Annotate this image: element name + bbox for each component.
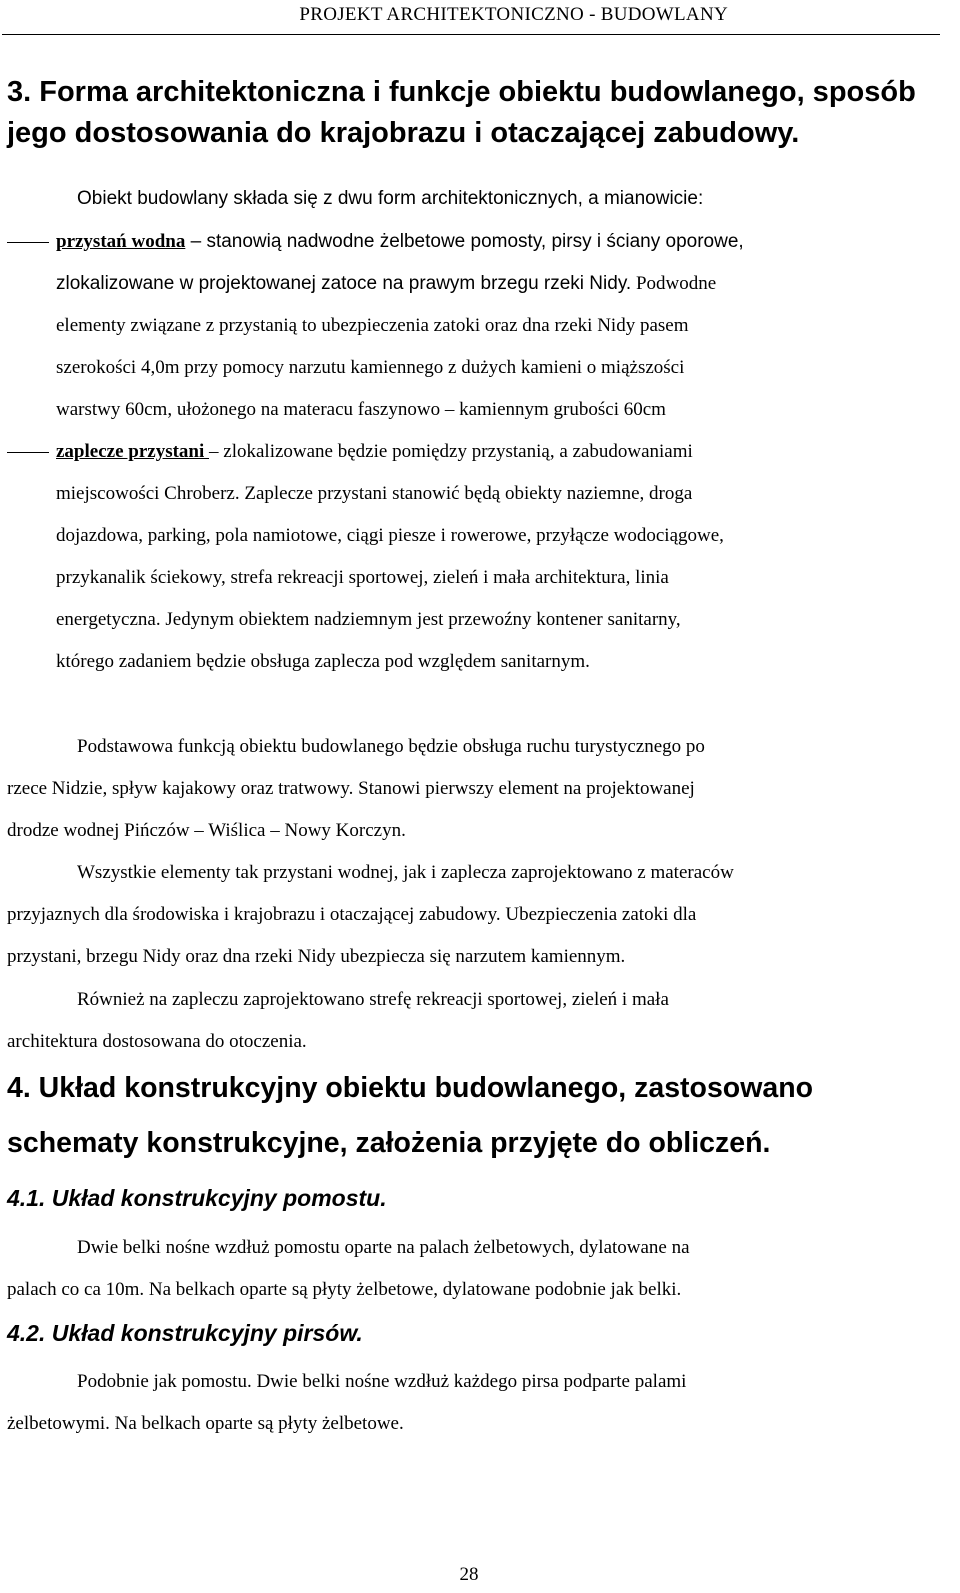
list-item-line: dojazdowa, parking, pola namiotowe, ciągi piesze i rowerowe, przyłącze wodociągowe,	[56, 525, 724, 546]
paragraph-line: przystani, brzegu Nidy oraz dna rzeki Nidy ubezpiecza się narzutem kamiennym.	[7, 946, 626, 967]
subsection-4-2-heading: 4.2. Układ konstrukcyjny pirsów.	[7, 1320, 363, 1346]
paragraph-line: Podobnie jak pomostu. Dwie belki nośne wzdłuż każdego pirsa podparte palami	[77, 1371, 687, 1392]
paragraph-line: rzece Nidzie, spływ kajakowy oraz tratwowy. Stanowi pierwszy element na projektowanej	[7, 778, 695, 799]
list-item-line: którego zadaniem będzie obsługa zaplecza pod względem sanitarnym.	[56, 651, 590, 672]
list-item-przystan	[56, 230, 744, 254]
paragraph-line: Wszystkie elementy tak przystani wodnej, jak i zaplecza zaprojektowano z materaców	[77, 862, 734, 883]
list-item-text: Podwodne	[631, 273, 717, 294]
page-number: 28	[459, 1564, 479, 1585]
paragraph-line: Dwie belki nośne wzdłuż pomostu oparte na palach żelbetowych, dylatowane na	[77, 1237, 690, 1258]
paragraph-line: Również na zapleczu zaprojektowano strefę rekreacji sportowej, zieleń i mała	[77, 989, 669, 1010]
list-item-text: – stanowią nadwodne żelbetowe pomosty, pirsy i ściany oporowe,	[185, 231, 744, 252]
list-item-line: warstwy 60cm, ułożonego na materacu faszynowo – kamiennym grubości 60cm	[56, 399, 666, 420]
subsection-4-1-heading: 4.1. Układ konstrukcyjny pomostu.	[7, 1185, 387, 1211]
list-item-line: miejscowości Chroberz. Zaplecze przystani stanowić będą obiekty naziemne, droga	[56, 483, 693, 504]
header-title: PROJEKT ARCHITEKTONICZNO - BUDOWLANY	[299, 4, 728, 25]
list-item-line	[56, 272, 716, 296]
list-item-line: szerokości 4,0m przy pomocy narzutu kamiennego z dużych kamieni o miąższości	[56, 357, 685, 378]
paragraph-line: żelbetowymi. Na belkach oparte są płyty żelbetowe.	[7, 1413, 404, 1434]
header-rule	[2, 34, 940, 35]
paragraph-line: drodze wodnej Pińczów – Wiślica – Nowy Korczyn.	[7, 820, 406, 841]
paragraph-line: architektura dostosowana do otoczenia.	[7, 1031, 307, 1052]
list-dash	[7, 242, 49, 243]
list-item-line: przykanalik ściekowy, strefa rekreacji sportowej, zieleń i mała architektura, linia	[56, 567, 669, 588]
section-3-intro: Obiekt budowlany składa się z dwu form architektonicznych, a mianowicie:	[77, 188, 704, 209]
paragraph-line: palach co ca 10m. Na belkach oparte są płyty żelbetowe, dylatowane podobnie jak belki.	[7, 1279, 682, 1300]
list-item-term: zaplecze przystani	[56, 441, 210, 462]
section-4-heading-line2: schematy konstrukcyjne, założenia przyjęte do obliczeń.	[7, 1127, 771, 1159]
list-item-line: elementy związane z przystanią to ubezpieczenia zatoki oraz dna rzeki Nidy pasem	[56, 315, 689, 336]
section-4-heading-line1: 4. Układ konstrukcyjny obiektu budowlanego, zastosowano	[7, 1072, 814, 1104]
list-item-zaplecze	[56, 440, 693, 464]
section-3-heading: 3. Forma architektoniczna i funkcje obiektu budowlanego, sposób jego dostosowania do krajobrazu i otaczającej zabudowy.	[7, 76, 916, 149]
list-item-term: przystań wodna	[56, 231, 186, 252]
list-item-text: zlokalizowane w projektowanej zatoce na prawym brzegu rzeki Nidy.	[56, 273, 632, 294]
paragraph-line: przyjaznych dla środowiska i krajobrazu i otaczającej zabudowy. Ubezpieczenia zatoki dla	[7, 904, 697, 925]
list-dash	[7, 452, 49, 453]
list-item-text: – zlokalizowane będzie pomiędzy przystanią, a zabudowaniami	[209, 441, 693, 462]
list-item-line: energetyczna. Jedynym obiektem nadziemnym jest przewoźny kontener sanitarny,	[56, 609, 681, 630]
paragraph-line: Podstawowa funkcją obiektu budowlanego będzie obsługa ruchu turystycznego po	[77, 736, 705, 757]
